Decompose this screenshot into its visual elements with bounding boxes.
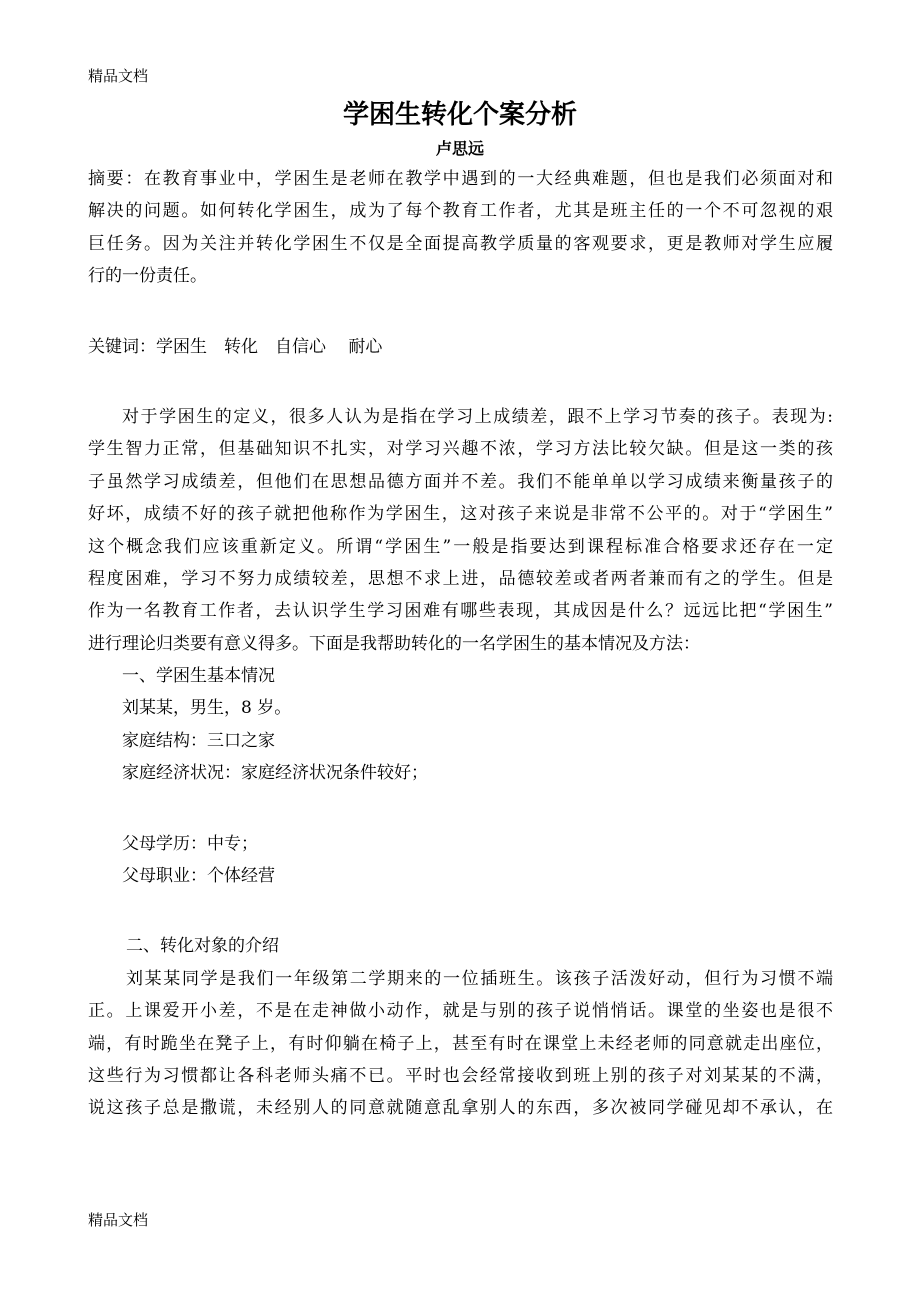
intro-line: 学生智力正常，但基础知识不扎实，对学习兴趣不浓，学习方法比较欠缺。但是这一类的孩 — [88, 439, 833, 460]
abstract-line: 摘要：在教育事业中，学困生是老师在教学中遇到的一大经典难题，但也是我们必须面对和 — [88, 169, 833, 189]
header-label: 精品文档 — [88, 67, 149, 85]
info-item: 刘某某，男生，8 岁。 — [122, 698, 292, 719]
intro-line: 对于学困生的定义，很多人认为是指在学习上成绩差，跟不上学习节奏的孩子。表现为: — [122, 406, 833, 427]
intro-line: 作为一名教育工作者，去认识学生学习困难有哪些表现，其成因是什么？远远比把“学困生” — [88, 601, 833, 622]
intro-line: 子虽然学习成绩差，但他们在思想品德方面并不差。我们不能单单以学习成绩来衡量孩子的 — [88, 471, 833, 492]
abstract-line: 解决的问题。如何转化学困生，成为了每个教育工作者，尤其是班主任的一个不可忽视的艰 — [88, 201, 833, 222]
section-introduction — [88, 930, 833, 1124]
document-body — [88, 163, 833, 1125]
section-line: 说这孩子总是撒谎，未经别人的同意就随意乱拿别人的东西，多次被同学碰见却不承认，在 — [88, 1098, 833, 1119]
document-title: 学困生转化个案分析 — [342, 100, 577, 130]
abstract-line: 巨任务。因为关注并转化学困生不仅是全面提高教学质量的客观要求，更是教师对学生应履 — [88, 233, 833, 254]
intro-line: 进行理论归类要有意义得多。下面是我帮助转化的一名学困生的基本情况及方法： — [88, 633, 700, 654]
info-item: 家庭经济状况：家庭经济状况条件较好； — [122, 763, 428, 784]
abstract-line: 行的一份责任。 — [88, 266, 207, 287]
section-line: 这些行为习惯都让各科老师头痛不已。平时也会经常接收到班上别的孩子对刘某某的不满， — [88, 1065, 833, 1086]
footer-label: 精品文档 — [88, 1211, 149, 1229]
info-item: 父母职业：个体经营 — [122, 866, 275, 887]
abstract — [88, 163, 833, 293]
intro-line: 这个概念我们应该重新定义。所谓“学困生”一般是指要达到课程标准合格要求还存在一定 — [88, 536, 833, 557]
section-line: 刘某某同学是我们一年级第二学期来的一位插班生。该孩子活泼好动，但行为习惯不端 — [126, 968, 833, 989]
section-heading: 二、转化对象的介绍 — [126, 936, 279, 957]
info-item: 父母学历：中专； — [122, 833, 258, 854]
intro-line: 程度困难，学习不努力成绩较差，思想不求上进，品德较差或者两者兼而有之的学生。但是 — [88, 568, 833, 589]
section-heading: 一、学困生基本情况 — [122, 666, 275, 687]
document-author: 卢思远 — [435, 139, 484, 158]
section-line: 正。上课爱开小差，不是在走神做小动作，就是与别的孩子说悄悄话。课堂的坐姿也是很不 — [88, 1001, 833, 1022]
section-line: 端，有时跪坐在凳子上，有时仰躺在椅子上，甚至有时在课堂上未经老师的同意就走出座位， — [88, 1033, 833, 1054]
keywords: 关键词：学困生 转化 自信心 耐心 — [88, 336, 383, 357]
intro-line: 好坏，成绩不好的孩子就把他称作为学困生，这对孩子来说是非常不公平的。对于“学困生” — [88, 504, 833, 525]
section-basic-info — [88, 660, 833, 892]
info-item: 家庭结构：三口之家 — [122, 730, 275, 751]
intro-paragraph — [88, 401, 833, 660]
